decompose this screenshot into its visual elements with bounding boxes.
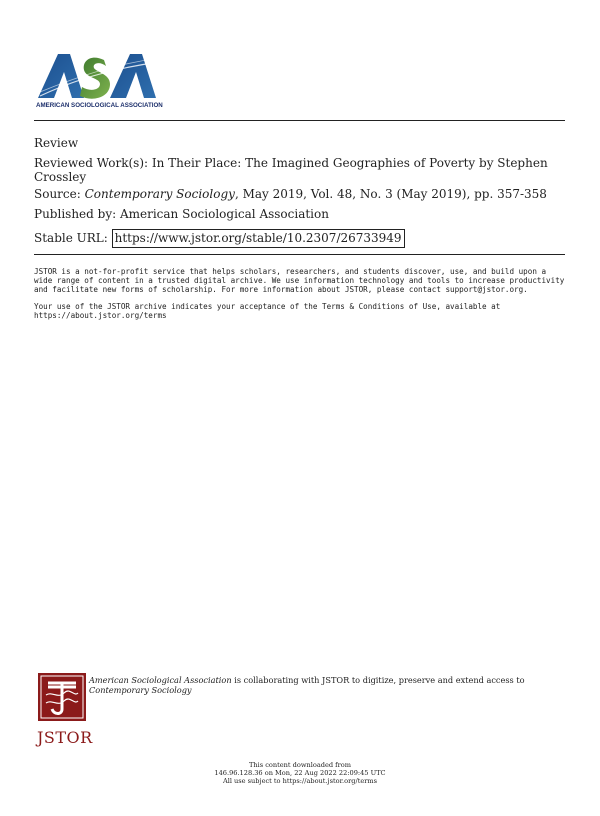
- meta-divider: [34, 254, 565, 255]
- footer-line-2: 146.96.128.36 on Mon, 22 Aug 2022 22:09:45 UTC: [214, 769, 386, 777]
- source-label: Source:: [34, 187, 81, 201]
- jstor-logo-icon: [38, 673, 86, 721]
- footer-line-3: All use subject to https://about.jstor.org/terms: [222, 777, 378, 785]
- terms-notice: Your use of the JSTOR archive indicates your acceptance of the Terms & Conditions of Use, available at https://about.jstor.org/terms: [34, 302, 501, 320]
- top-divider: [34, 120, 565, 121]
- jstor-wordmark: JSTOR: [37, 728, 93, 747]
- article-type: Review: [34, 136, 79, 150]
- stable-url-link[interactable]: https://www.jstor.org/stable/10.2307/26733949: [112, 229, 405, 248]
- asa-logo-subtitle: AMERICAN SOCIOLOGICAL ASSOCIATION: [36, 102, 163, 109]
- asa-logo: [34, 50, 164, 110]
- footer-line-1: This content downloaded from: [248, 761, 352, 769]
- journal-title: Contemporary Sociology: [84, 187, 235, 201]
- citation: , May 2019, Vol. 48, No. 3 (May 2019), pp. 357-358: [234, 187, 547, 201]
- reviewed-work: Reviewed Work(s): In Their Place: The Imagined Geographies of Poverty by Stephen Crossley: [34, 156, 548, 184]
- collab-journal: Contemporary Sociology: [89, 685, 192, 695]
- collaboration-statement: [89, 675, 529, 695]
- source-line: [34, 187, 565, 201]
- jstor-notice: JSTOR is a not-for-profit service that helps scholars, researchers, and students discover, use, and build upon a wide range of content in a trusted digital archive. We use information technology and tools to increase productivity and facilitate new forms of scholarship. For more information about JSTOR, please contact support@jstor.org.: [34, 267, 565, 294]
- stable-url-label: Stable URL:: [34, 231, 108, 245]
- published-by: Published by: American Sociological Association: [34, 207, 329, 221]
- stable-url-line: [34, 229, 565, 248]
- collab-text: is collaborating with JSTOR to digitize, preserve and extend access to: [231, 675, 525, 685]
- collab-publisher: American Sociological Association: [89, 675, 232, 685]
